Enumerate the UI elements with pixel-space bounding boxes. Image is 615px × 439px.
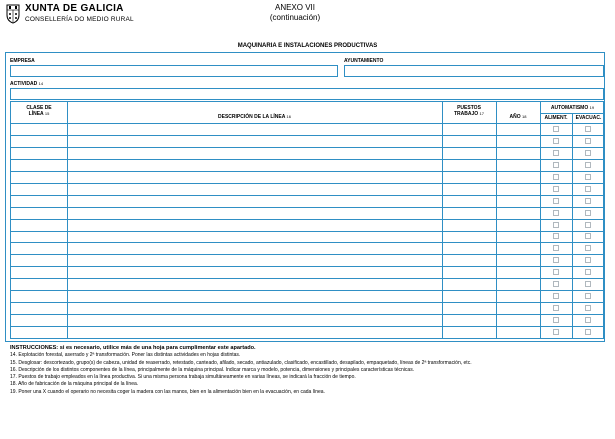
town-input[interactable]: [344, 65, 604, 77]
evacuation-checkbox[interactable]: [585, 210, 591, 216]
table-row: [11, 219, 603, 231]
instruction-item: 16. Descripción de los distintos componentes de la línea, principalmente de la máquina principal. Indicar marca y modelo, potencia, dimensiones y principales características técnicas.: [10, 366, 415, 373]
feeding-checkbox[interactable]: [553, 293, 559, 299]
feeding-checkbox[interactable]: [553, 305, 559, 311]
table-row: [11, 290, 603, 302]
feeding-checkbox[interactable]: [553, 186, 559, 192]
col-year-header: AÑO $^{18}$: [509, 114, 527, 120]
instruction-item: 14. Explotación forestal, aserrado y 2ª transformación. Poner las distintas actividades en hojas distintas.: [10, 352, 241, 359]
evacuation-checkbox[interactable]: [585, 233, 591, 239]
evacuation-checkbox[interactable]: [585, 126, 591, 132]
col-class-header: CLASE DE LÍNEA $^{15}$: [26, 105, 52, 117]
instruction-item: 19. Poner una X cuando el operario no necesita coger la madera con las manos, bien en la alimentación bien en la evacuación, en cada línea.: [10, 388, 325, 395]
evacuation-checkbox[interactable]: [585, 329, 591, 335]
table-row: [11, 147, 603, 159]
annex-subtitle: (continuación): [269, 13, 321, 22]
instructions-title: INSTRUCCIONES: si es necesario, utilice más de una hoja para cumplimentar este apartado.: [10, 345, 256, 351]
town-label: AYUNTAMIENTO: [344, 58, 384, 64]
table-row: [11, 254, 603, 266]
form-title: MAQUINARIA E INSTALACIONES PRODUCTIVAS: [237, 43, 378, 49]
company-label: EMPRESA: [10, 58, 35, 64]
table-row: [11, 123, 603, 135]
annex-heading: [250, 3, 340, 23]
table-row: [11, 135, 603, 147]
instruction-item: 18. Año de fabricación de la máquina principal de la línea.: [10, 381, 139, 388]
evacuation-checkbox[interactable]: [585, 150, 591, 156]
feeding-checkbox[interactable]: [553, 329, 559, 335]
feeding-checkbox[interactable]: [553, 222, 559, 228]
evacuation-checkbox[interactable]: [585, 317, 591, 323]
col-feeding-header: ALIMENT.: [544, 115, 568, 121]
table-row: [11, 231, 603, 243]
evacuation-checkbox[interactable]: [585, 174, 591, 180]
evacuation-checkbox[interactable]: [585, 281, 591, 287]
department-name: CONSELLERÍA DO MEDIO RURAL: [25, 16, 134, 23]
evacuation-checkbox[interactable]: [585, 305, 591, 311]
feeding-checkbox[interactable]: [553, 257, 559, 263]
table-row: [11, 171, 603, 183]
evacuation-checkbox[interactable]: [585, 222, 591, 228]
table-row: [11, 207, 603, 219]
company-input[interactable]: [10, 65, 338, 77]
activity-label: ACTIVIDAD $^{14}$: [10, 81, 44, 87]
feeding-checkbox[interactable]: [553, 210, 559, 216]
feeding-checkbox[interactable]: [553, 138, 559, 144]
evacuation-checkbox[interactable]: [585, 269, 591, 275]
table-row: [11, 326, 603, 338]
feeding-checkbox[interactable]: [553, 162, 559, 168]
feeding-checkbox[interactable]: [553, 245, 559, 251]
table-row: [11, 242, 603, 254]
org-name: XUNTA DE GALICIA: [25, 3, 124, 14]
feeding-checkbox[interactable]: [553, 233, 559, 239]
table-row: [11, 278, 603, 290]
instruction-item: 17. Puestos de trabajo empleados en la línea productiva. Si una misma persona trabaja simultáneamente en varias líneas, se indicará la fracción de tiempo.: [10, 374, 356, 381]
feeding-checkbox[interactable]: [553, 281, 559, 287]
table-row: [11, 195, 603, 207]
table-row: [11, 266, 603, 278]
col-description-header: DESCRIPCIÓN DE LA LÍNEA $^{16}$: [218, 114, 291, 120]
feeding-checkbox[interactable]: [553, 269, 559, 275]
feeding-checkbox[interactable]: [553, 150, 559, 156]
evacuation-checkbox[interactable]: [585, 293, 591, 299]
instruction-item: 15. Desglosar: descortezado, grupo(s) de cabeza, unidad de reaserrado, retestado, canteado, afilado, secado, antiazulado, clasificado, encastillado, desapilado, empaquetado, líneas de 2ª transformación, etc.: [10, 359, 472, 366]
evacuation-checkbox[interactable]: [585, 186, 591, 192]
evacuation-checkbox[interactable]: [585, 162, 591, 168]
evacuation-checkbox[interactable]: [585, 198, 591, 204]
col-evacuation-header: EVACUAC.: [575, 115, 602, 121]
table-row: [11, 159, 603, 171]
feeding-checkbox[interactable]: [553, 174, 559, 180]
machinery-table: [10, 101, 604, 339]
table-row: [11, 314, 603, 326]
activity-input[interactable]: [10, 88, 604, 100]
col-jobs-header: PUESTOS TRABAJO $^{17}$: [453, 105, 484, 117]
feeding-checkbox[interactable]: [553, 317, 559, 323]
evacuation-checkbox[interactable]: [585, 138, 591, 144]
evacuation-checkbox[interactable]: [585, 257, 591, 263]
feeding-checkbox[interactable]: [553, 126, 559, 132]
evacuation-checkbox[interactable]: [585, 245, 591, 251]
xunta-emblem-icon: [6, 4, 20, 24]
table-row: [11, 302, 603, 314]
feeding-checkbox[interactable]: [553, 198, 559, 204]
instructions-block: [10, 345, 610, 396]
annex-title: ANEXO VII: [274, 3, 315, 12]
col-automation-header: AUTOMATISMO $^{19}$: [550, 105, 595, 111]
table-row: [11, 183, 603, 195]
